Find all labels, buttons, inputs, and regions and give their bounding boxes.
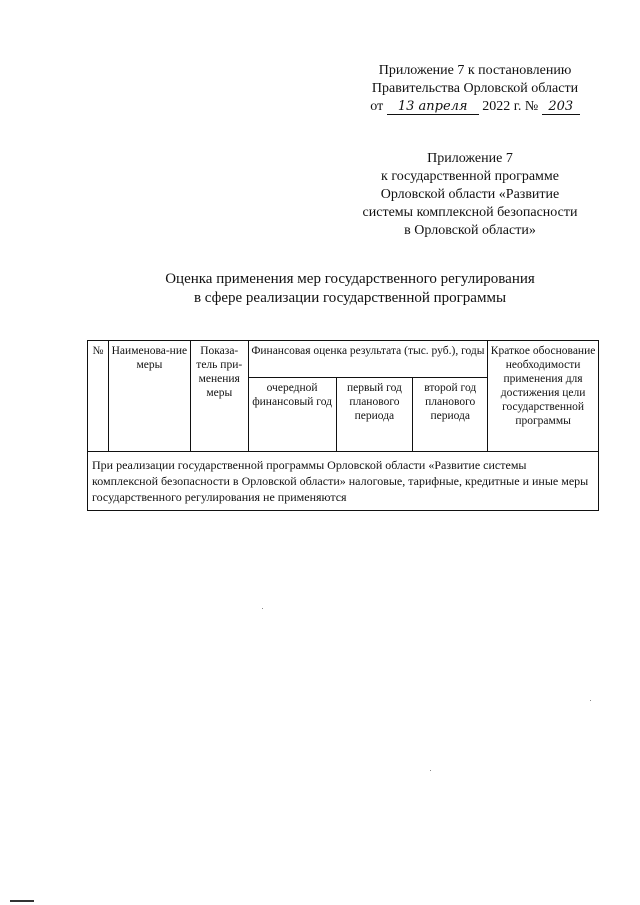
header-row-1 (88, 341, 599, 378)
handwritten-date: 13 апреля (387, 99, 479, 115)
year-label: 2022 г. № (482, 99, 539, 114)
scan-speck (262, 608, 263, 609)
header-fin-next: очередной финансовый год (248, 378, 336, 452)
annex-order-line1: Приложение 7 к постановлению (378, 63, 572, 78)
header-name: Наименова-ние меры (108, 341, 190, 452)
scan-speck (430, 770, 431, 771)
header-num: № (88, 341, 109, 452)
annex-program-line5: в Орловской области» (404, 223, 536, 238)
header-indicator: Показа-тель при-менения меры (190, 341, 248, 452)
annex-order-date-line (340, 98, 610, 116)
annex-program-line4: системы комплексной безопасности (362, 205, 578, 220)
header-justification: Краткое обоснование необходимости применения для достижения цели государственной программы (488, 341, 599, 452)
header-fin-first: первый год планового периода (336, 378, 413, 452)
header-financial: Финансовая оценка результата (тыс. руб.), годы (248, 341, 487, 378)
annex-program-line2: к государственной программе (381, 169, 559, 184)
note-text: При реализации государственной программы Орловской области «Развитие системы комплексной безопасности в Орловской области» налоговые, тарифные, кредитные и иные меры государственного регулирования не применяются (88, 452, 599, 511)
handwritten-number: 203 (542, 99, 580, 115)
date-prefix: от (370, 99, 384, 114)
title-line1: Оценка применения мер государственного регулирования (165, 271, 535, 287)
scan-mark (10, 900, 34, 902)
annex-program-header (340, 150, 600, 240)
annex-order-header (340, 62, 610, 116)
annex-program-line1: Приложение 7 (427, 151, 513, 166)
annex-order-line2: Правительства Орловской области (371, 81, 579, 96)
note-row (88, 452, 599, 511)
annex-program-line3: Орловской области «Развитие (380, 187, 560, 202)
header-fin-second: второй год планового периода (413, 378, 488, 452)
title-line2: в сфере реализации государственной программы (193, 290, 507, 306)
scan-speck (590, 700, 591, 701)
document-title (90, 270, 610, 308)
measures-table (87, 340, 599, 511)
